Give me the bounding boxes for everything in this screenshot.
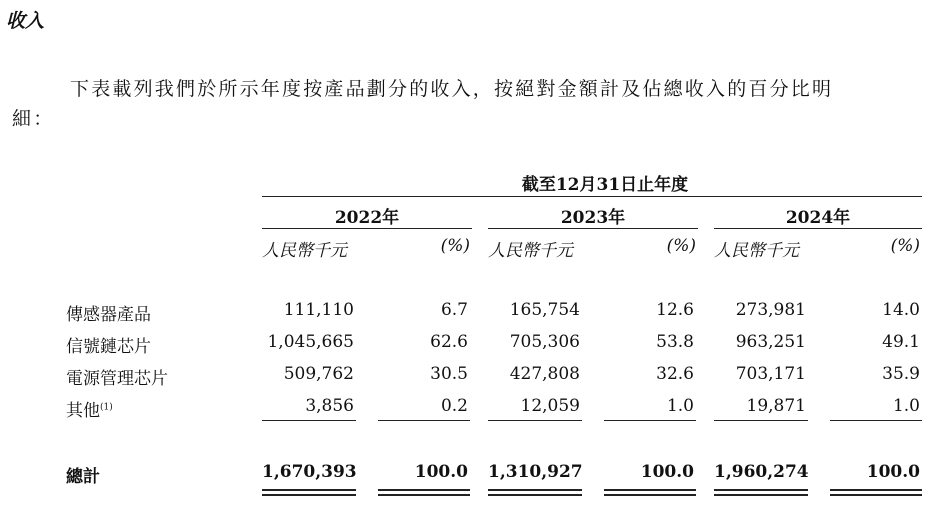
table-super-header: 截至12月31日止年度: [521, 175, 689, 195]
row-label-others: [66, 396, 113, 421]
year-header-2024: 2024年: [785, 208, 851, 228]
cell-sensor-2024-amount: 273,981: [735, 300, 806, 320]
year-rule-2024: [714, 228, 922, 229]
cell-signal-2022-amount: 1,045,665: [267, 332, 354, 352]
cell-signal-2024-pct: 49.1: [882, 332, 920, 352]
cell-signal-2023-amount: 705,306: [509, 332, 580, 352]
cell-sensor-2023-pct: 12.6: [656, 300, 694, 320]
total-double-rule-2024-pct-bottom: [830, 494, 922, 496]
cell-sensor-2022-amount: 111,110: [283, 300, 354, 320]
cell-sensor-2022-pct: 6.7: [440, 300, 468, 320]
pct-label-2023: (%): [666, 236, 696, 256]
year-header-2023: 2023年: [560, 208, 626, 228]
total-double-rule-2023-amount-top: [488, 489, 582, 491]
row-label-signal-chain-chips: 信號鏈芯片: [66, 337, 151, 357]
year-rule-2022: [262, 228, 472, 229]
intro-paragraph-line-2: 細：: [12, 108, 55, 130]
section-heading: 收入: [6, 10, 45, 32]
row-label-others-text: 其他: [66, 401, 100, 421]
pct-label-2022: (%): [440, 236, 470, 256]
subtotal-rule-2022-amount: [262, 420, 356, 421]
intro-paragraph-line-1: 下表載列我們於所示年度按產品劃分的收入，按絕對金額計及佔總收入的百分比明: [70, 78, 834, 100]
year-rule-2023: [488, 228, 698, 229]
total-double-rule-2022-pct-bottom: [378, 494, 470, 496]
subtotal-rule-2024-amount: [714, 420, 808, 421]
subtotal-rule-2022-pct: [378, 420, 470, 421]
cell-others-2023-amount: 12,059: [520, 396, 580, 416]
cell-power-2024-amount: 703,171: [735, 364, 806, 384]
cell-power-2023-amount: 427,808: [509, 364, 580, 384]
cell-others-2022-pct: 0.2: [440, 396, 468, 416]
total-2023-pct: 100.0: [640, 462, 694, 482]
cell-others-2024-amount: 19,871: [746, 396, 806, 416]
total-double-rule-2024-pct-top: [830, 489, 922, 491]
year-header-2022: 2022年: [334, 208, 400, 228]
total-2022-pct: 100.0: [414, 462, 468, 482]
cell-power-2022-amount: 509,762: [283, 364, 354, 384]
total-double-rule-2024-amount-bottom: [714, 494, 808, 496]
cell-power-2022-pct: 30.5: [430, 364, 468, 384]
unit-label-2022: 人民幣千元: [262, 241, 347, 261]
row-label-sensor-products: 傳感器產品: [66, 305, 151, 325]
total-2024-pct: 100.0: [866, 462, 920, 482]
total-2024-amount: 1,960,274: [714, 462, 809, 482]
total-double-rule-2022-pct-top: [378, 489, 470, 491]
cell-power-2024-pct: 35.9: [882, 364, 920, 384]
row-label-power-management-chips: 電源管理芯片: [66, 369, 168, 389]
cell-others-2023-pct: 1.0: [666, 396, 694, 416]
total-2023-amount: 1,310,927: [488, 462, 583, 482]
cell-others-2024-pct: 1.0: [892, 396, 920, 416]
unit-label-2023: 人民幣千元: [488, 241, 573, 261]
total-double-rule-2023-pct-top: [604, 489, 696, 491]
cell-signal-2023-pct: 53.8: [656, 332, 694, 352]
total-double-rule-2023-pct-bottom: [604, 494, 696, 496]
subtotal-rule-2023-amount: [488, 420, 582, 421]
cell-power-2023-pct: 32.6: [656, 364, 694, 384]
cell-others-2022-amount: 3,856: [305, 396, 354, 416]
total-double-rule-2024-amount-top: [714, 489, 808, 491]
super-header-rule: [262, 196, 922, 197]
cell-signal-2024-amount: 963,251: [735, 332, 806, 352]
subtotal-rule-2023-pct: [604, 420, 696, 421]
pct-label-2024: (%): [890, 236, 920, 256]
total-double-rule-2023-amount-bottom: [488, 494, 582, 496]
subtotal-rule-2024-pct: [830, 420, 922, 421]
cell-sensor-2023-amount: 165,754: [509, 300, 580, 320]
total-double-rule-2022-amount-top: [262, 489, 356, 491]
cell-sensor-2024-pct: 14.0: [882, 300, 920, 320]
cell-signal-2022-pct: 62.6: [430, 332, 468, 352]
unit-label-2024: 人民幣千元: [714, 241, 799, 261]
total-label: 總計: [66, 467, 100, 487]
footnote-marker: (1): [100, 402, 113, 413]
total-2022-amount: 1,670,393: [262, 462, 357, 482]
total-double-rule-2022-amount-bottom: [262, 494, 356, 496]
